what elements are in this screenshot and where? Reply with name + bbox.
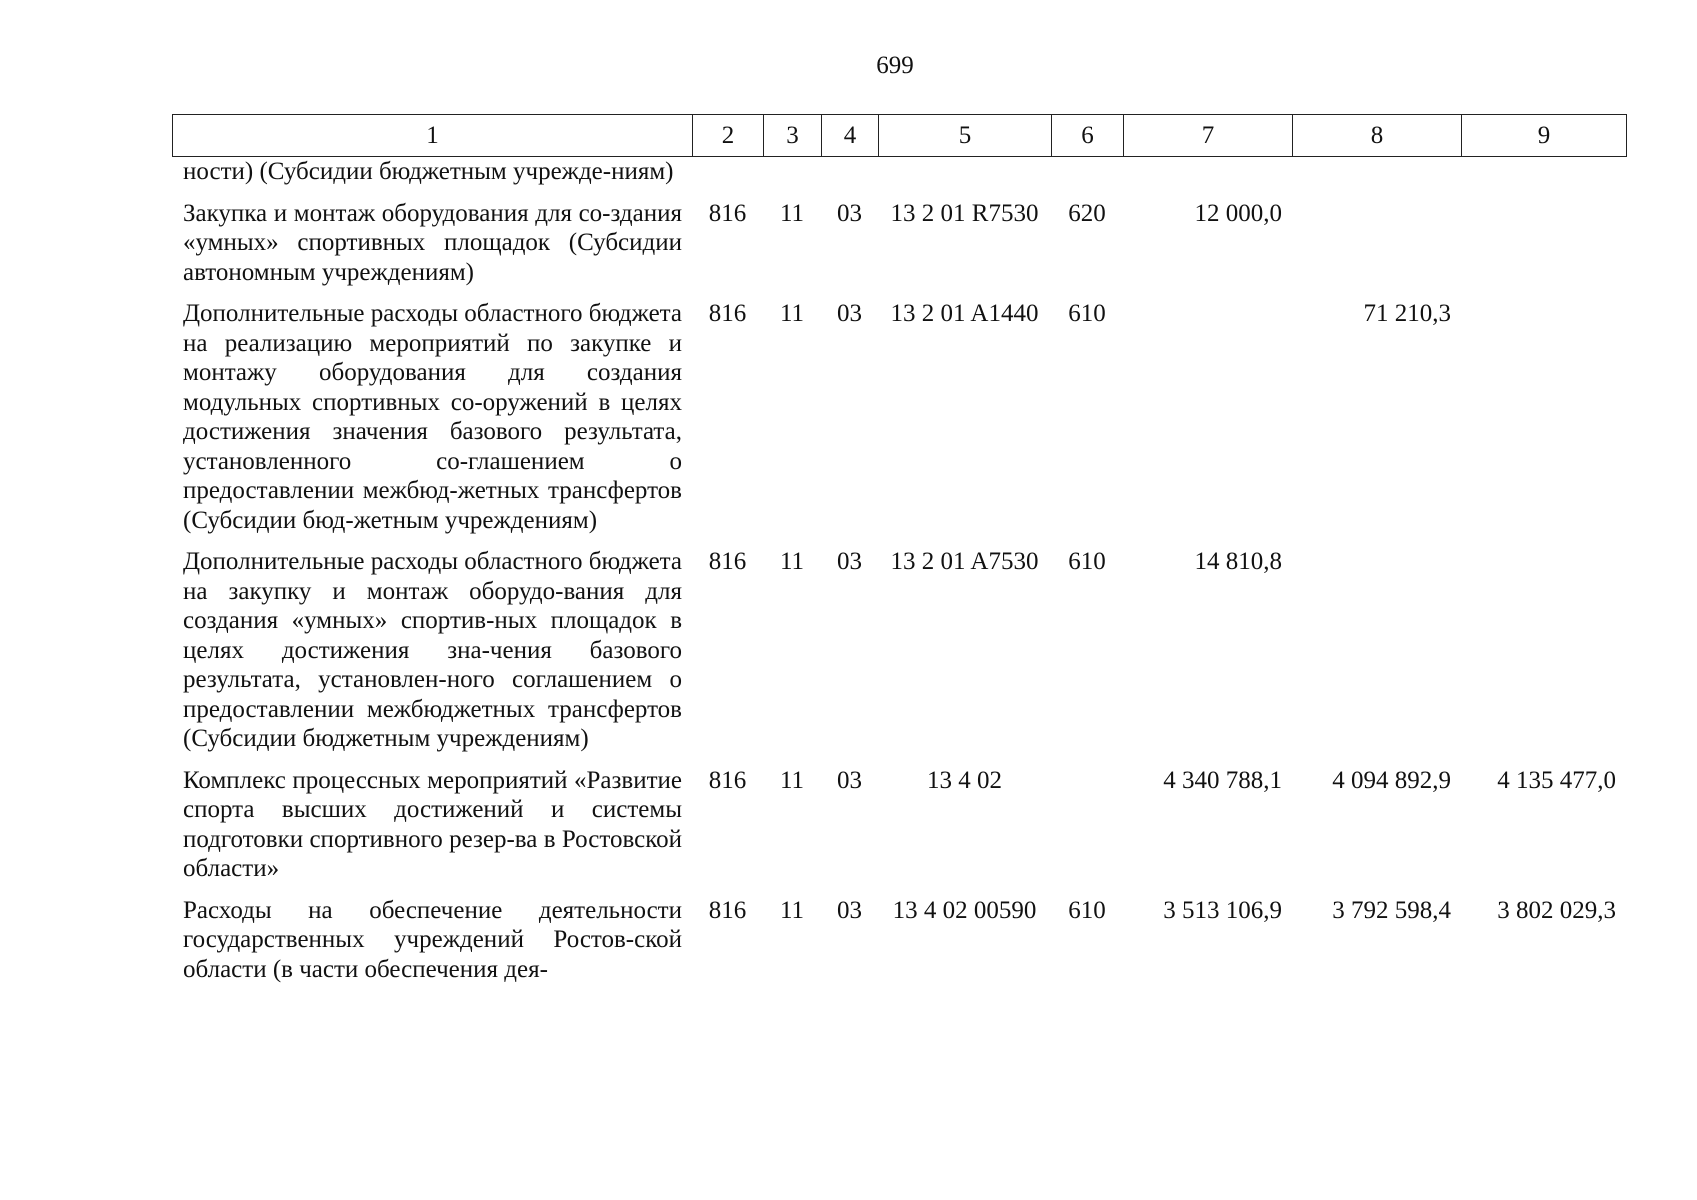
table-row — [172, 299, 1626, 547]
row-cell-6: 620 — [1068, 199, 1106, 227]
row-cell-7: 4 340 788,1 — [1163, 766, 1282, 794]
row-cell-6: 610 — [1068, 896, 1106, 924]
row-cell-3: 11 — [779, 199, 805, 227]
row-cell-9 — [1461, 199, 1626, 300]
row-cell-3: 11 — [779, 548, 805, 575]
row-cell-4: 03 — [837, 199, 862, 227]
row-cell-5: 13 4 02 — [927, 766, 1002, 794]
row-cell-3: 11 — [779, 766, 805, 794]
table-row — [172, 547, 1626, 766]
row-cell-6: 610 — [1068, 548, 1106, 575]
row-cell-7: 12 000,0 — [1194, 199, 1282, 227]
row-cell-7 — [1123, 299, 1292, 547]
row-cell-9 — [1461, 547, 1626, 766]
row-description: Дополнительные расходы областного бюджета на закупку и монтаж оборудо-вания для создания «умных» спортив-ных площадок в целях достижения зна-чения базового результата, установлен-ного соглашением о предоставлении межбюджетных трансфертов (Субсидии бюджетным учреждениям) — [183, 548, 682, 752]
column-header-5: 5 — [879, 115, 1052, 157]
row-cell-3 — [763, 157, 821, 199]
column-header-3: 3 — [764, 115, 822, 157]
row-cell-4: 03 — [837, 548, 862, 575]
row-cell-8: 71 210,3 — [1363, 300, 1451, 327]
row-cell-8 — [1292, 199, 1461, 300]
row-cell-5 — [878, 157, 1051, 199]
row-cell-2 — [692, 157, 763, 199]
row-cell-7: 14 810,8 — [1194, 548, 1282, 575]
row-cell-9: 4 135 477,0 — [1497, 766, 1616, 794]
row-cell-6 — [1051, 766, 1123, 896]
row-cell-9 — [1461, 157, 1626, 199]
column-header-row — [173, 115, 1627, 157]
row-cell-8: 4 094 892,9 — [1332, 766, 1451, 794]
row-cell-2: 816 — [708, 548, 747, 575]
row-cell-4: 03 — [837, 300, 862, 327]
row-cell-9: 3 802 029,3 — [1497, 896, 1616, 924]
row-cell-3: 11 — [779, 896, 805, 924]
row-cell-8: 3 792 598,4 — [1332, 896, 1451, 924]
row-cell-5: 13 2 01 A7530 — [890, 548, 1039, 575]
row-cell-5: 13 2 01 A1440 — [890, 300, 1039, 327]
column-header-9: 9 — [1462, 115, 1627, 157]
row-cell-6: 610 — [1068, 300, 1106, 327]
budget-table-body — [172, 157, 1626, 996]
table-row — [172, 157, 1626, 199]
column-header-6: 6 — [1052, 115, 1124, 157]
table-row — [172, 199, 1626, 300]
column-header-table — [172, 114, 1627, 157]
row-description: ности) (Субсидии бюджетным учрежде-ниям) — [183, 158, 674, 185]
row-cell-9 — [1461, 299, 1626, 547]
row-description: Комплекс процессных мероприятий «Развитие спорта высших достижений и системы подготовки спортивного резер-ва в Ростовской области» — [183, 766, 682, 882]
row-cell-2: 816 — [708, 300, 747, 327]
row-cell-8 — [1292, 157, 1461, 199]
column-header-4: 4 — [822, 115, 879, 157]
row-cell-5: 13 4 02 00590 — [892, 896, 1037, 924]
row-cell-4 — [821, 157, 878, 199]
row-cell-7: 3 513 106,9 — [1163, 896, 1282, 924]
row-description: Дополнительные расходы областного бюджета на реализацию мероприятий по закупке и монтажу оборудования для создания модульных спортивных со-оружений в целях достижения значения базового результата, установленного со-глашением о предоставлении межбюд-жетных трансфертов (Субсидии бюд-жетным учреждениям) — [183, 300, 682, 534]
table-row — [172, 896, 1626, 997]
row-description: Закупка и монтаж оборудования для со-здания «умных» спортивных площадок (Субсидии автономным учреждениям) — [183, 199, 682, 286]
row-cell-6 — [1051, 157, 1123, 199]
row-cell-2: 816 — [708, 199, 747, 227]
row-cell-8 — [1292, 547, 1461, 766]
row-cell-5: 13 2 01 R7530 — [890, 199, 1039, 227]
row-cell-7 — [1123, 157, 1292, 199]
row-cell-4: 03 — [837, 896, 862, 924]
row-cell-2: 816 — [708, 766, 747, 794]
column-header-8: 8 — [1293, 115, 1462, 157]
row-description: Расходы на обеспечение деятельности государственных учреждений Ростов-ской области (в части обеспечения дея- — [183, 896, 682, 983]
table-row — [172, 766, 1626, 896]
column-header-1: 1 — [173, 115, 693, 157]
row-cell-2: 816 — [708, 896, 747, 924]
column-header-2: 2 — [693, 115, 764, 157]
column-header-7: 7 — [1124, 115, 1293, 157]
row-cell-3: 11 — [779, 300, 805, 327]
page-number: 699 — [876, 52, 914, 79]
row-cell-4: 03 — [837, 766, 862, 794]
